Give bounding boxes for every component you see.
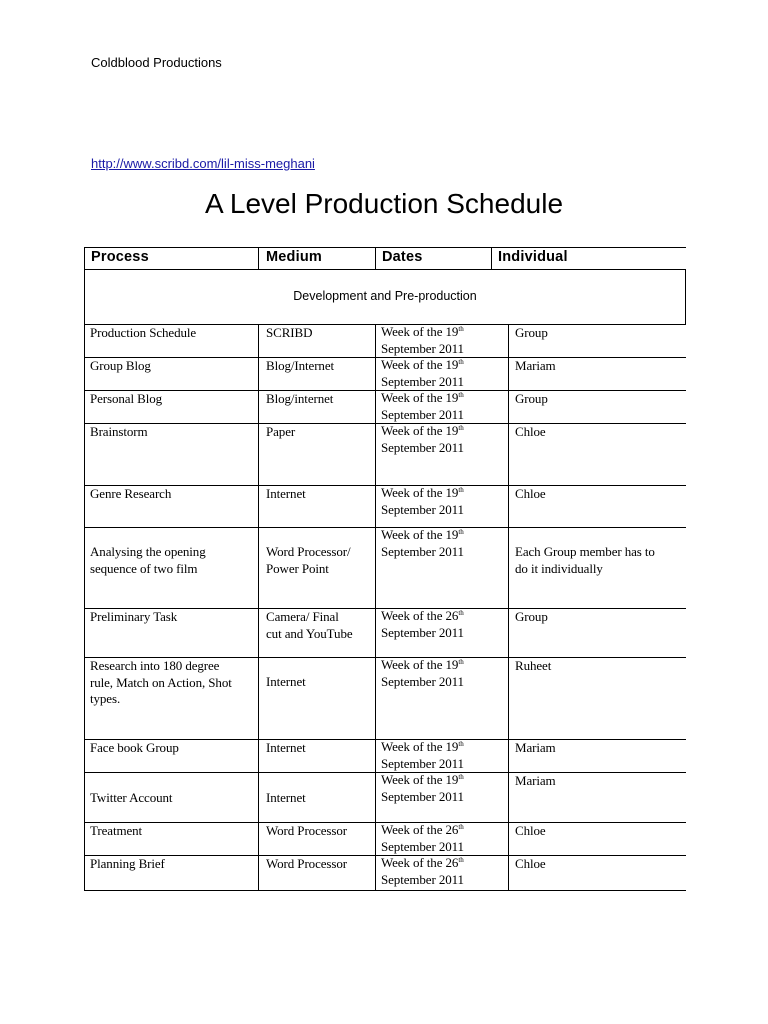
month-text: September 2011 [381, 838, 464, 854]
individual-text: Group [515, 391, 548, 406]
medium-text: Paper [266, 424, 296, 439]
medium-cell [266, 674, 306, 691]
process-text: types. [90, 691, 121, 706]
process-text: Treatment [90, 823, 143, 838]
process-text: Genre Research [90, 486, 172, 501]
week-label: Week of the 19 [381, 324, 459, 339]
week-label: Week of the 19 [381, 657, 459, 672]
week-text [381, 357, 464, 374]
ordinal-suffix: th [458, 391, 464, 399]
process-cell [90, 740, 179, 757]
week-label: Week of the 19 [381, 739, 459, 754]
ordinal-suffix: th [458, 358, 464, 366]
week-label: Week of the 19 [381, 485, 459, 500]
process-text: Analysing the opening [90, 544, 206, 559]
medium-cell [266, 424, 295, 441]
dates-cell [381, 855, 464, 888]
individual-cell [515, 391, 548, 408]
month-text: September 2011 [381, 755, 464, 771]
process-cell [90, 609, 177, 626]
medium-text: Camera/ Final [266, 609, 339, 624]
column-header: Process [91, 249, 149, 265]
individual-text: Mariam [515, 358, 556, 373]
week-text [381, 822, 464, 839]
medium-cell [266, 486, 306, 503]
process-cell [90, 358, 151, 375]
individual-cell [515, 486, 546, 503]
process-text: Research into 180 degree [90, 658, 220, 673]
individual-cell [515, 856, 546, 873]
medium-text: Internet [266, 740, 306, 755]
header-text: Coldblood Productions [91, 55, 222, 70]
medium-text: Word Processor [266, 856, 347, 871]
page-title: A Level Production Schedule [204, 188, 564, 219]
medium-text: Internet [266, 790, 306, 805]
month-text: September 2011 [381, 673, 464, 689]
medium-cell [266, 358, 334, 375]
process-text: Face book Group [90, 740, 179, 755]
ordinal-suffix: th [458, 528, 464, 536]
process-cell [90, 424, 148, 441]
dates-cell [381, 739, 464, 772]
week-text [381, 608, 464, 625]
individual-text: Each Group member has to [515, 544, 655, 559]
month-text: September 2011 [381, 501, 464, 517]
dates-cell [381, 423, 464, 456]
dates-cell [381, 772, 464, 805]
week-label: Week of the 19 [381, 423, 459, 438]
individual-text: Chloe [515, 856, 546, 871]
medium-text: SCRIBD [266, 325, 313, 340]
process-text: Planning Brief [90, 856, 165, 871]
medium-text: Power Point [266, 560, 329, 576]
month-text: September 2011 [381, 373, 464, 389]
process-text: Production Schedule [90, 325, 197, 340]
column-header: Medium [266, 249, 322, 265]
medium-cell [266, 609, 353, 642]
dates-cell [381, 608, 464, 641]
month-text: September 2011 [381, 543, 464, 559]
process-text: rule, Match on Action, Shot [90, 674, 232, 690]
individual-cell [515, 358, 556, 375]
process-cell [90, 790, 172, 807]
month-text: September 2011 [381, 340, 464, 356]
week-text [381, 324, 464, 341]
ordinal-suffix: th [458, 823, 464, 831]
ordinal-suffix: th [458, 773, 464, 781]
week-text [381, 855, 464, 872]
month-text: September 2011 [381, 788, 464, 804]
process-text: sequence of two film [90, 560, 198, 576]
medium-text: Internet [266, 486, 306, 501]
week-text [381, 739, 464, 756]
individual-cell [515, 609, 548, 626]
scribd-link[interactable]: http://www.scribd.com/lil-miss-meghani [91, 156, 315, 171]
dates-cell [381, 357, 464, 390]
week-label: Week of the 26 [381, 822, 459, 837]
individual-cell [515, 424, 546, 441]
medium-text: Blog/internet [266, 391, 334, 406]
ordinal-suffix: th [458, 486, 464, 494]
individual-cell [515, 823, 546, 840]
process-cell [90, 856, 165, 873]
individual-text: Chloe [515, 823, 546, 838]
month-text: September 2011 [381, 406, 464, 422]
medium-text: Blog/Internet [266, 358, 335, 373]
individual-cell [515, 740, 556, 757]
process-text: Personal Blog [90, 391, 163, 406]
month-text: September 2011 [381, 439, 464, 455]
schedule-table [84, 247, 686, 891]
individual-text: Mariam [515, 773, 556, 788]
week-text [381, 390, 464, 407]
week-label: Week of the 26 [381, 608, 459, 623]
month-text: September 2011 [381, 871, 464, 887]
column-header: Individual [498, 249, 568, 265]
ordinal-suffix: th [458, 424, 464, 432]
ordinal-suffix: th [458, 856, 464, 864]
individual-text: Chloe [515, 486, 546, 501]
dates-cell [381, 324, 464, 357]
process-cell [90, 658, 232, 708]
medium-cell [266, 325, 312, 342]
week-text [381, 527, 464, 544]
medium-cell [266, 856, 347, 873]
ordinal-suffix: th [458, 740, 464, 748]
dates-cell [381, 390, 464, 423]
medium-cell [266, 740, 306, 757]
column-header: Dates [382, 249, 423, 265]
dates-cell [381, 822, 464, 855]
section-label: Development and Pre-production [293, 289, 477, 303]
process-text: Brainstorm [90, 424, 148, 439]
week-text [381, 772, 464, 789]
process-cell [90, 544, 206, 577]
week-label: Week of the 19 [381, 527, 459, 542]
process-text: Twitter Account [90, 790, 173, 805]
individual-text: Group [515, 609, 548, 624]
individual-text: Mariam [515, 740, 556, 755]
week-text [381, 657, 464, 674]
process-cell [90, 823, 142, 840]
process-text: Preliminary Task [90, 609, 178, 624]
medium-cell [266, 790, 306, 807]
individual-text: do it individually [515, 560, 603, 576]
ordinal-suffix: th [458, 609, 464, 617]
medium-cell [266, 391, 333, 408]
dates-cell [381, 485, 464, 518]
week-text [381, 485, 464, 502]
individual-cell [515, 325, 548, 342]
medium-cell [266, 823, 347, 840]
medium-text: Word Processor [266, 823, 347, 838]
individual-text: Chloe [515, 424, 546, 439]
dates-cell [381, 527, 464, 560]
medium-text: Internet [266, 674, 306, 689]
ordinal-suffix: th [458, 658, 464, 666]
individual-cell [515, 544, 655, 577]
week-label: Week of the 19 [381, 390, 459, 405]
process-text: Group Blog [90, 358, 151, 373]
month-text: September 2011 [381, 624, 464, 640]
week-text [381, 423, 464, 440]
medium-cell [266, 544, 350, 577]
medium-text: Word Processor/ [266, 544, 351, 559]
individual-cell [515, 658, 551, 675]
week-label: Week of the 19 [381, 772, 459, 787]
process-cell [90, 391, 162, 408]
dates-cell [381, 657, 464, 690]
individual-cell [515, 773, 556, 790]
process-cell [90, 486, 171, 503]
individual-text: Ruheet [515, 658, 552, 673]
individual-text: Group [515, 325, 548, 340]
week-label: Week of the 19 [381, 357, 459, 372]
ordinal-suffix: th [458, 325, 464, 333]
process-cell [90, 325, 196, 342]
week-label: Week of the 26 [381, 855, 459, 870]
medium-text: cut and YouTube [266, 625, 353, 641]
